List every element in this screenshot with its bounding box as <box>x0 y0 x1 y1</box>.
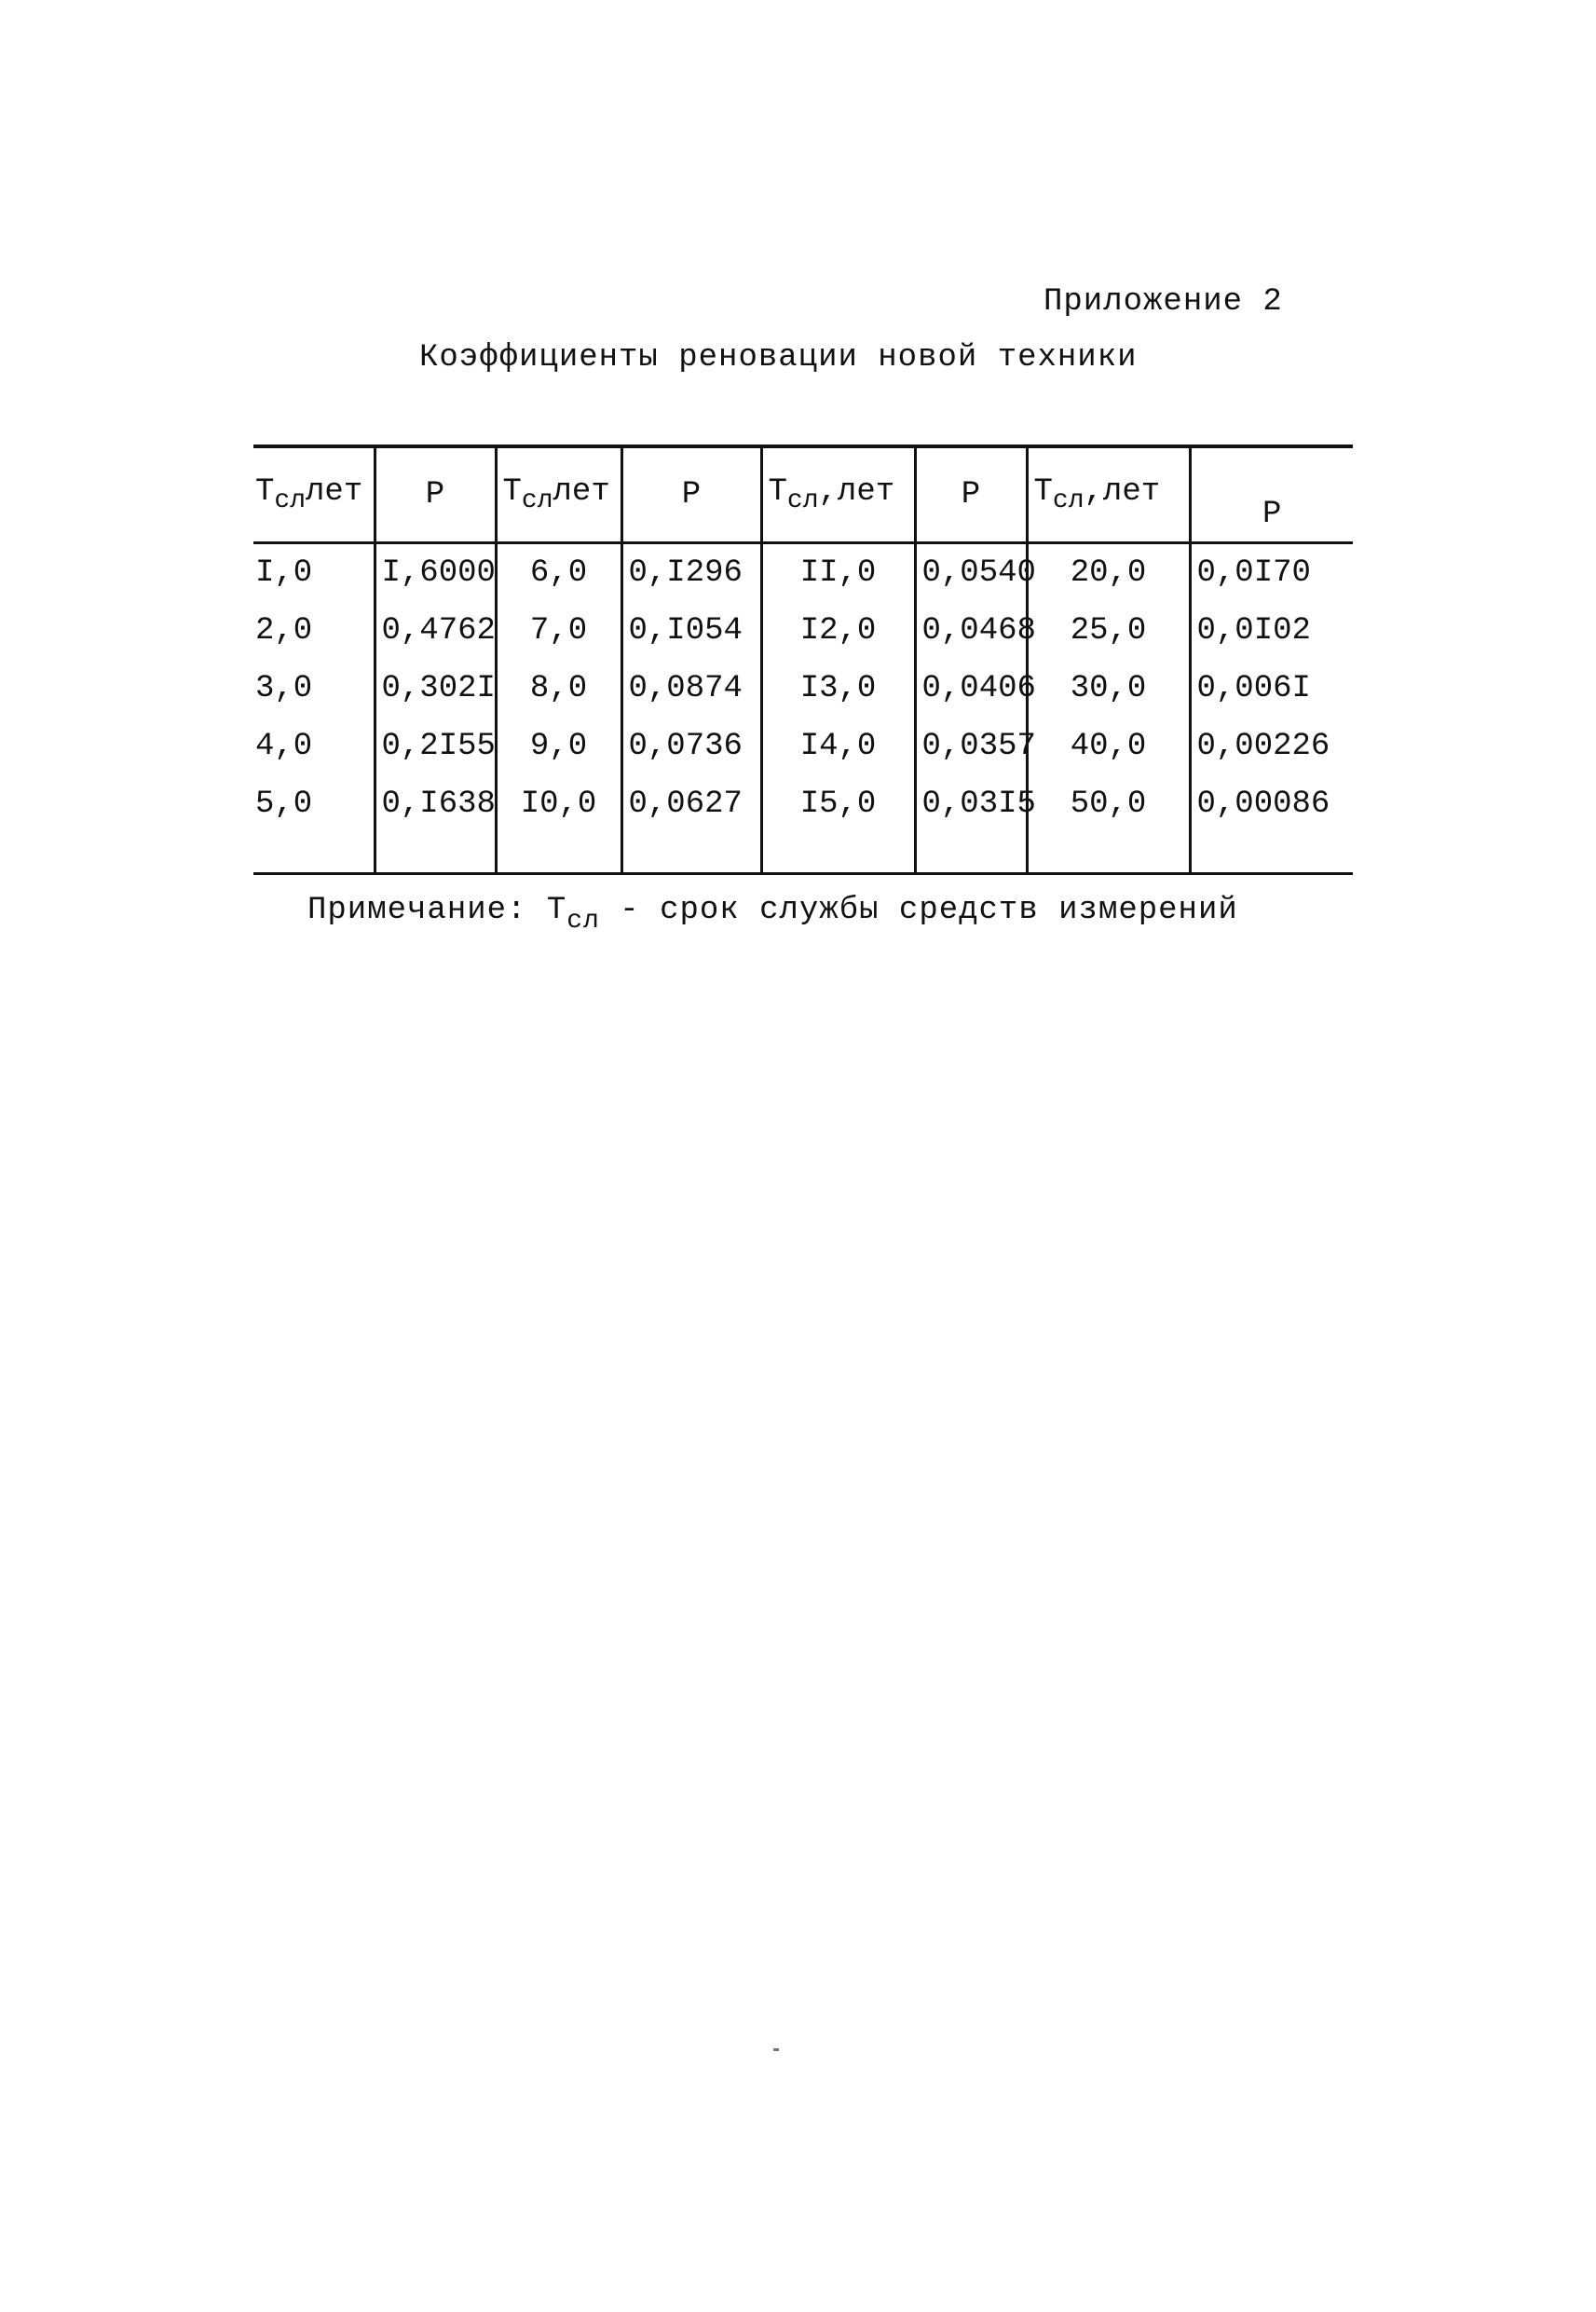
table-cell: I0,0 <box>496 775 621 833</box>
table-cell: 5,0 <box>255 787 313 822</box>
table-note: Примечание: $T_{сл}$ - срок службы средств измерений <box>307 893 1238 936</box>
table-cell: 0,03I5 <box>915 775 1027 833</box>
table-cell <box>915 833 1027 874</box>
table-row <box>253 543 1353 603</box>
table-cell <box>253 833 375 874</box>
table-cell: I,6000 <box>375 543 496 603</box>
table-cell: I2,0 <box>761 602 915 660</box>
table-cell: 50,0 <box>1027 775 1190 833</box>
table-cell: 6,0 <box>496 543 621 603</box>
scan-speck <box>773 2048 779 2051</box>
table-cell: 7,0 <box>496 602 621 660</box>
table-cell: 0,0I70 <box>1190 543 1353 603</box>
table-cell: 0,0I02 <box>1190 602 1353 660</box>
table-cell: 0,00086 <box>1190 775 1353 833</box>
table-cell: I3,0 <box>761 660 915 718</box>
table-cell: 0,0874 <box>621 660 761 718</box>
table-cell: 30,0 <box>1027 660 1190 718</box>
table-cell: 0,I054 <box>621 602 761 660</box>
header-coefficient: P <box>375 446 496 543</box>
header-service-life: $T_{сл}лет$ <box>496 446 621 543</box>
data-table <box>253 445 1353 875</box>
table-cell: 0,0627 <box>621 775 761 833</box>
appendix-label: Приложение 2 <box>1044 284 1283 320</box>
table-cell: I5,0 <box>761 775 915 833</box>
table-row <box>253 775 1353 833</box>
table-cell: 40,0 <box>1027 718 1190 775</box>
table-cell: 0,I296 <box>621 543 761 603</box>
table-cell <box>761 833 915 874</box>
table-cell: 0,00226 <box>1190 718 1353 775</box>
table-cell: 0,0736 <box>621 718 761 775</box>
table-row <box>253 602 1353 660</box>
table-cell: 25,0 <box>1027 602 1190 660</box>
header-coefficient: P <box>621 446 761 543</box>
table-cell: 3,0 <box>255 671 313 706</box>
table-cell: I4,0 <box>761 718 915 775</box>
header-coefficient: P <box>915 446 1027 543</box>
table-cell <box>621 833 761 874</box>
table-cell: 0,2I55 <box>375 718 496 775</box>
table-cell <box>1190 833 1353 874</box>
table-cell: II,0 <box>761 543 915 603</box>
header-coefficient: P <box>1190 446 1353 543</box>
table-cell <box>375 833 496 874</box>
table-cell <box>1027 833 1190 874</box>
renovation-coefficients-table <box>253 445 1353 875</box>
table-cell: 0,0540 <box>915 543 1027 603</box>
header-service-life: $T_{сл},лет$ <box>1027 446 1190 543</box>
table-cell: 0,0357 <box>915 718 1027 775</box>
table-cell: 0,I638 <box>375 775 496 833</box>
table-spacer-row <box>253 833 1353 874</box>
table-cell: 9,0 <box>496 718 621 775</box>
table-row <box>253 660 1353 718</box>
table-cell: 2,0 <box>255 613 313 649</box>
table-cell: I,0 <box>255 555 313 591</box>
table-title: Коэффициенты реновации новой техники <box>419 340 1138 376</box>
table-cell: 0,0468 <box>915 602 1027 660</box>
table-cell: 4,0 <box>255 729 313 764</box>
header-service-life: $T_{сл},лет$ <box>761 446 915 543</box>
table-cell: 8,0 <box>496 660 621 718</box>
table-cell: 0,302I <box>375 660 496 718</box>
header-row <box>253 446 1353 543</box>
table-cell: 20,0 <box>1027 543 1190 603</box>
table-cell: 0,4762 <box>375 602 496 660</box>
table-cell <box>496 833 621 874</box>
header-service-life: $T_{сл}лет$ <box>255 474 363 515</box>
table-row <box>253 718 1353 775</box>
table-cell: 0,0406 <box>915 660 1027 718</box>
table-cell: 0,006I <box>1190 660 1353 718</box>
